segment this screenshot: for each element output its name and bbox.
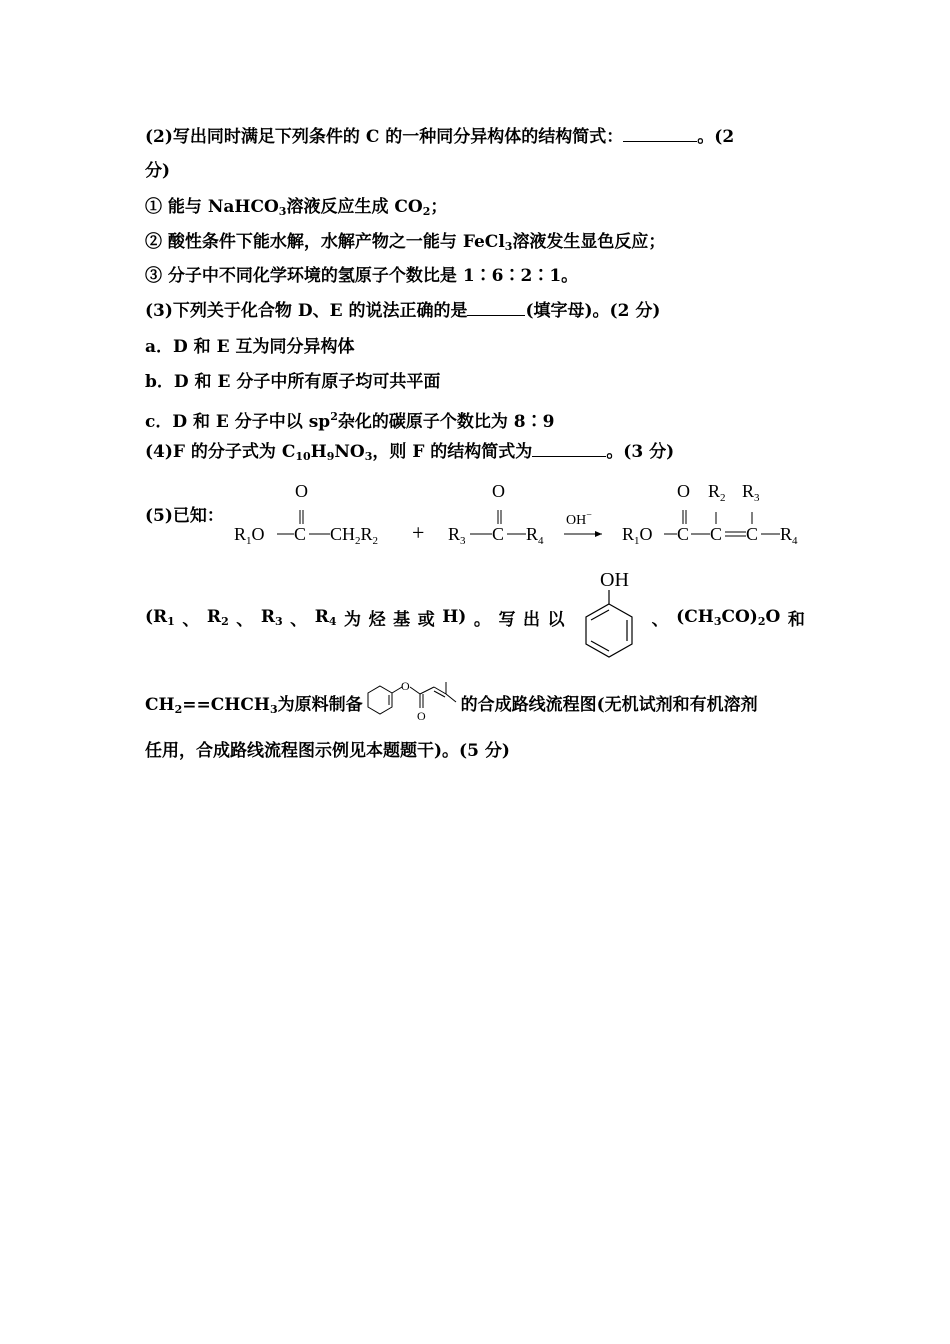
q2-stem-text: (2)写出同时满足下列条件的 C 的一种同分异构体的结构简式： bbox=[145, 127, 624, 147]
r-note-sep: 、 bbox=[182, 609, 200, 630]
acetic-anhydride: $(CH_3CO)_2O$ bbox=[676, 606, 781, 628]
plus-sign: + bbox=[412, 520, 425, 545]
product-r4: $R_4$ bbox=[780, 524, 798, 547]
ring-double-bond bbox=[591, 641, 609, 651]
phenol-structure bbox=[575, 564, 655, 668]
q2-condition-3 bbox=[145, 265, 578, 287]
q4-end: 。(3 分) bbox=[606, 442, 675, 462]
r-note-word: 出 bbox=[522, 609, 540, 630]
r-note-r3: $R_3$ bbox=[260, 606, 283, 628]
cond1-sub: 3 bbox=[278, 205, 287, 218]
arrow-head bbox=[595, 531, 602, 537]
r-note-word: H) bbox=[442, 607, 467, 627]
arrow-reagent: OH− bbox=[566, 510, 592, 528]
q5-last-line bbox=[145, 740, 510, 762]
alkene-bond bbox=[434, 687, 446, 694]
r-note-r4: $R_4$ bbox=[314, 606, 337, 628]
cond2-sub: 3 bbox=[504, 240, 513, 253]
q5-last-line-text: 任用，合成路线流程图示例见本题题干)。(5 分) bbox=[145, 741, 510, 761]
product-r1o: $R_1O$ bbox=[622, 524, 653, 547]
product-c3: C bbox=[746, 524, 759, 544]
q4-stem bbox=[145, 441, 674, 468]
q2-score-end bbox=[145, 160, 170, 182]
q4-h: H bbox=[310, 442, 327, 462]
r-note-r1: ($R_1$ bbox=[145, 606, 175, 628]
r-note-word: 。 bbox=[473, 609, 491, 630]
q4-sub-3: 3 bbox=[364, 450, 373, 463]
q3-option-c-end: 杂化的碳原子个数比为 8∶9 bbox=[337, 412, 555, 432]
q5-label bbox=[145, 505, 224, 527]
r-note-sep: 、 bbox=[290, 609, 308, 630]
q3-option-b-text: b．D 和 E 分子中所有原子均可共平面 bbox=[145, 372, 441, 392]
q3-option-b bbox=[145, 371, 440, 393]
phenol-oh: OH bbox=[600, 569, 629, 591]
reactant1-c: C bbox=[294, 524, 307, 544]
cond1-sub2: 2 bbox=[422, 205, 431, 218]
ester-o: O bbox=[401, 679, 410, 693]
product-r2: $R_2$ bbox=[708, 481, 726, 504]
methyl-bond bbox=[446, 694, 456, 702]
answer-blank-q3[interactable] bbox=[467, 301, 525, 316]
product-c1: C bbox=[677, 524, 690, 544]
q3-stem-end: (填字母)。(2 分) bbox=[525, 301, 661, 321]
q5-r-note-line bbox=[145, 606, 805, 628]
q3-option-c bbox=[145, 406, 554, 433]
r-note-r2: $R_2$ bbox=[206, 606, 229, 628]
bond bbox=[410, 687, 420, 694]
r-note-word: 为 bbox=[344, 609, 362, 630]
r-note-word: 或 bbox=[417, 609, 435, 630]
q2-condition-1 bbox=[145, 196, 447, 223]
propene: $CH_2==CHCH_3$ bbox=[145, 695, 278, 716]
target-product-structure bbox=[364, 678, 462, 724]
answer-blank-q2[interactable] bbox=[623, 127, 697, 142]
q3-option-c-sup: 2 bbox=[330, 410, 338, 423]
reactant2-c: C bbox=[492, 524, 505, 544]
answer-blank-q4[interactable] bbox=[532, 442, 606, 457]
q3-stem-text: (3)下列关于化合物 D、E 的说法正确的是 bbox=[145, 301, 468, 321]
cond2-end: 溶液发生显色反应； bbox=[512, 232, 666, 252]
reactant2-o: O bbox=[492, 481, 505, 501]
carbonyl-o: O bbox=[417, 709, 426, 723]
q3-option-c-text: c．D 和 E 分子中以 sp bbox=[145, 412, 331, 432]
reactant2-r4: $R_4$ bbox=[526, 524, 544, 547]
q2-condition-2 bbox=[145, 231, 665, 258]
q2-stem bbox=[145, 126, 734, 148]
reactant1-o: O bbox=[295, 481, 308, 501]
q4-sub-9: 9 bbox=[326, 450, 335, 463]
cond3-text: ③ 分子中不同化学环境的氢原子个数比是 1∶6∶2∶1。 bbox=[145, 266, 579, 286]
product-c2: C bbox=[710, 524, 723, 544]
product-o: O bbox=[677, 481, 690, 501]
cond1-text: ① 能与 NaHCO bbox=[145, 197, 279, 217]
r-note-sep: 、 bbox=[236, 609, 254, 630]
reactant2-r3: $R_3$ bbox=[448, 524, 466, 547]
benzene-ring bbox=[586, 604, 632, 657]
r-note-word: 烃 bbox=[368, 609, 386, 630]
product-r3: $R_3$ bbox=[742, 481, 760, 504]
q3-option-a bbox=[145, 336, 354, 358]
reactant1-r1: $R_1O$ bbox=[234, 524, 265, 547]
q5-label-text: (5)已知： bbox=[145, 506, 224, 526]
r-note-word: 以 bbox=[547, 609, 565, 630]
cond1-end: ； bbox=[430, 197, 448, 217]
q4-mid: ，则 F 的结构简式为 bbox=[372, 442, 533, 462]
q4-no: NO bbox=[334, 442, 365, 462]
after-phenol-sep: 、 bbox=[651, 609, 669, 630]
q3-option-a-text: a．D 和 E 互为同分异构体 bbox=[145, 337, 355, 357]
q3-stem bbox=[145, 300, 660, 322]
r-note-word: 写 bbox=[498, 609, 516, 630]
bond bbox=[420, 687, 434, 694]
q4-sub-10: 10 bbox=[295, 450, 311, 463]
cond1-mid: 溶液反应生成 CO bbox=[286, 197, 423, 217]
q5-after-product: 的合成路线流程图(无机试剂和有机溶剂 bbox=[460, 695, 758, 715]
ring-double-bond bbox=[591, 610, 609, 620]
and-word: 和 bbox=[787, 609, 805, 630]
known-reaction-scheme bbox=[230, 476, 810, 552]
q2-score-start: 。(2 bbox=[697, 127, 735, 147]
cond2-text: ② 酸性条件下能水解，水解产物之一能与 FeCl bbox=[145, 232, 505, 252]
product-benzene-ring bbox=[368, 686, 392, 714]
reactant1-ch2r2: $CH_2R_2$ bbox=[330, 524, 379, 547]
q4-text: (4)F 的分子式为 C bbox=[145, 442, 296, 462]
prepare-text: 为原料制备 bbox=[277, 695, 363, 715]
q2-score-end-text: 分) bbox=[145, 161, 171, 181]
r-note-word: 基 bbox=[393, 609, 411, 630]
